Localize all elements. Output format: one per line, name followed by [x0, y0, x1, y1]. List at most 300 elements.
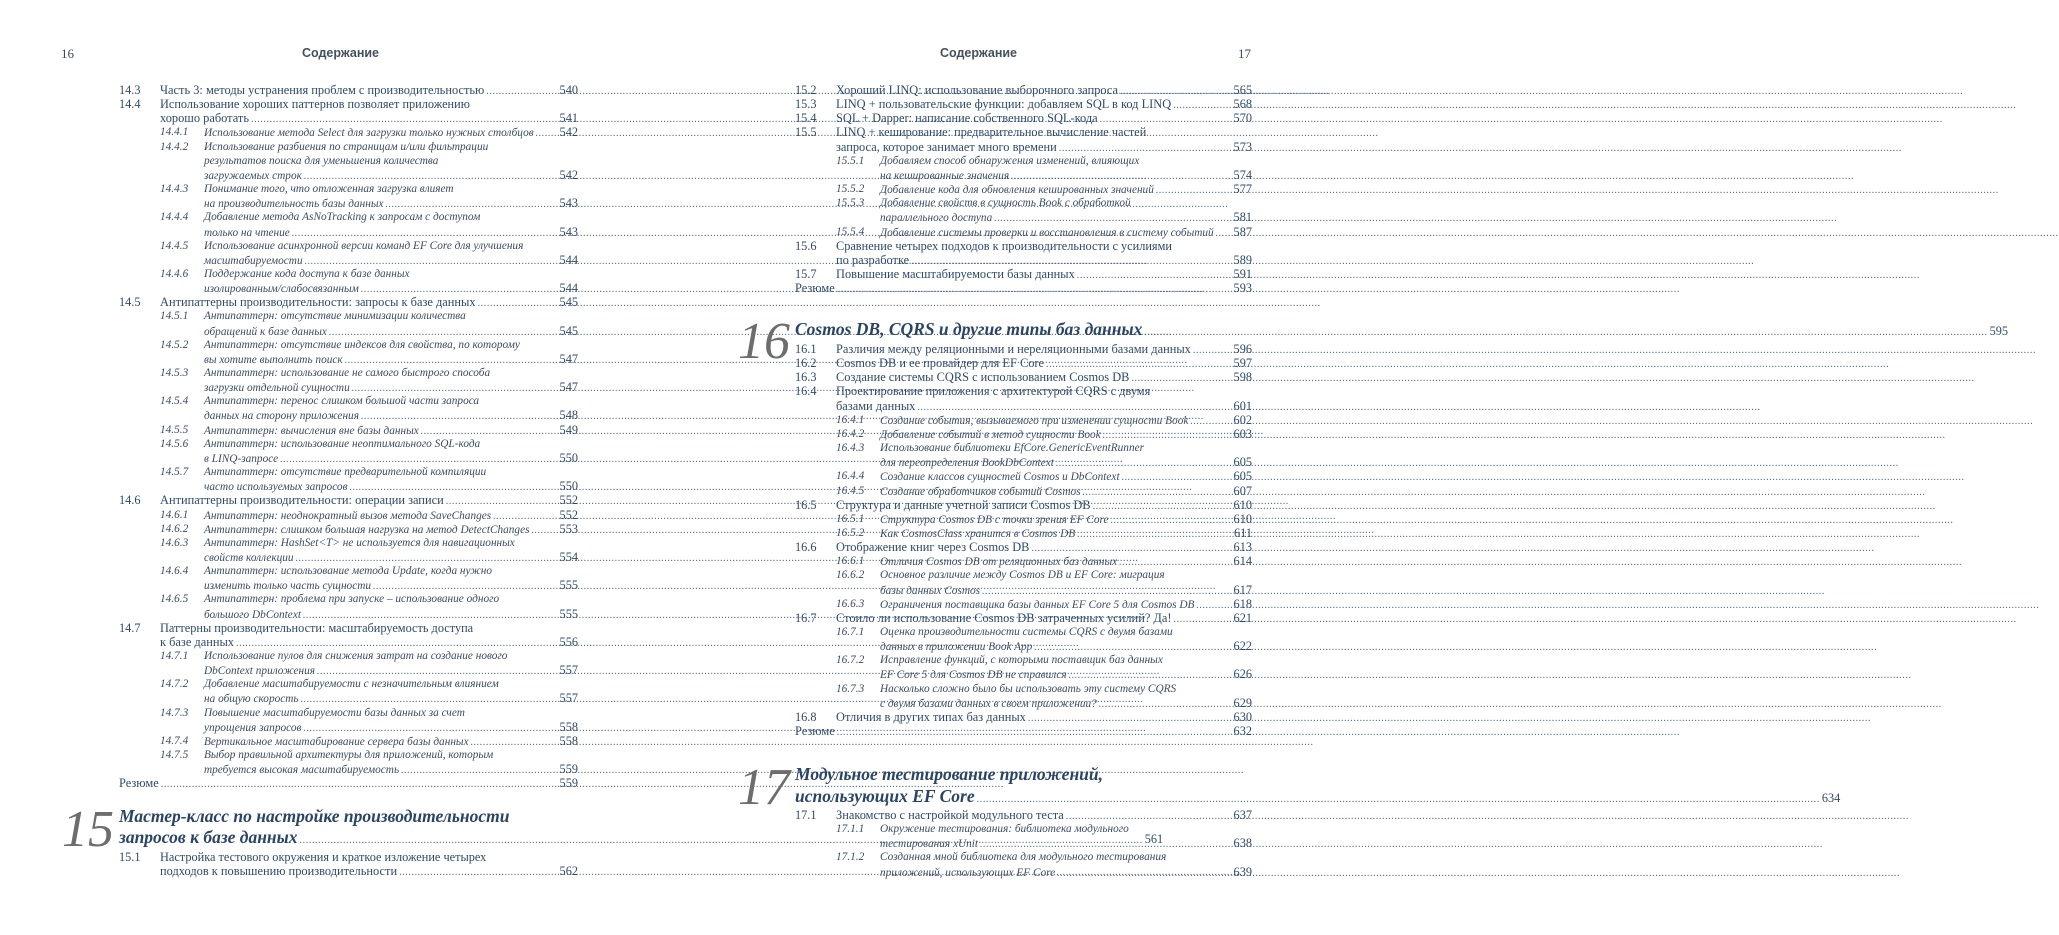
toc-entry-number: 15.5.2 — [836, 183, 865, 196]
toc-entry-page: 587 — [1233, 224, 1252, 239]
toc-entry-page: 555 — [559, 606, 578, 621]
toc-entry[interactable] — [880, 225, 1252, 240]
toc-entry[interactable] — [204, 578, 578, 593]
dot-leader — [1057, 866, 1231, 881]
toc-entry[interactable] — [880, 836, 1252, 851]
toc-entry-title: тестирования xUnit — [880, 838, 979, 851]
toc-entry[interactable] — [836, 399, 1252, 414]
toc-entry-page: 610 — [1233, 511, 1252, 526]
toc-entry-title: на производительность базы данных — [204, 198, 384, 211]
toc-entry[interactable] — [880, 469, 1252, 484]
toc-entry-title[interactable]: Созданная мной библиотека для модульного тестирования — [880, 851, 1167, 864]
toc-entry-number: 14.7.5 — [160, 749, 189, 762]
toc-entry-title: подходов к повышению производительности — [160, 864, 398, 879]
toc-entry-title: упрощения запросов — [204, 721, 302, 734]
toc-entry-title: на общую скорость — [204, 693, 299, 706]
toc-entry-title: на кешированные значения — [880, 169, 1010, 182]
toc-entry-title: загружаемых строк — [204, 169, 302, 182]
toc-entry-number: 14.5.1 — [160, 310, 189, 323]
toc-entry[interactable] — [160, 864, 578, 879]
toc-entry-title: Отличия Cosmos DB от реляционных баз данных — [880, 556, 1118, 569]
toc-entry-title: Антипаттерн: неоднократный вызов метода SaveChanges — [204, 509, 492, 522]
toc-entry-title: LINQ + пользовательские функции: добавляем SQL в код LINQ — [836, 97, 1172, 112]
toc-entry-title: изменить только часть сущности — [204, 580, 372, 593]
toc-entry-number: 14.4.1 — [160, 126, 189, 139]
toc-entry-title: Часть 3: методы устранения проблем с производительностью — [160, 83, 485, 97]
toc-entry-title: Знакомство с настройкой модульного теста — [836, 808, 1064, 822]
toc-entry[interactable] — [880, 865, 1252, 880]
toc-entry-title[interactable]: Добавление метода AsNoTracking к запросам с доступом — [204, 211, 481, 224]
toc-entry-title: приложений, использующих EF Core — [880, 866, 1056, 879]
toc-entry-page: 630 — [1233, 709, 1252, 724]
toc-entry-page: 629 — [1233, 695, 1252, 710]
toc-entry-number: 14.7 — [119, 620, 141, 635]
toc-entry-page: 552 — [559, 493, 578, 508]
toc-entry-number: 14.6 — [119, 493, 141, 508]
toc-entry-page: 639 — [1233, 864, 1252, 879]
toc-entry-title: Хороший LINQ: использование выборочного запроса — [836, 83, 1119, 97]
toc-entry-page: 601 — [1233, 398, 1252, 413]
chapter-17-number: 17 — [738, 759, 790, 816]
toc-entry[interactable] — [836, 808, 1252, 823]
toc-entry-number: 15.6 — [795, 238, 817, 253]
toc-entry[interactable] — [204, 423, 578, 438]
dot-leader — [161, 776, 558, 792]
toc-entry-title: Отличия в других типах баз данных — [836, 709, 1026, 724]
toc-entry[interactable] — [204, 324, 578, 339]
running-title-right: Содержание — [940, 46, 1018, 60]
toc-entry[interactable] — [204, 352, 578, 367]
toc-entry-title: к базе данных — [160, 634, 234, 649]
toc-entry-title: обращений к базе данных — [204, 325, 327, 338]
toc-entry[interactable] — [204, 196, 578, 211]
toc-entry-title: Создание классов сущностей Cosmos и DbContext — [880, 471, 1120, 484]
toc-entry-page: 614 — [1233, 554, 1252, 569]
toc-entry[interactable] — [836, 253, 1252, 268]
toc-entry-title: запроса, которое занимает много времени — [836, 139, 1057, 154]
toc-entry-title[interactable]: Антипаттерн: HashSet<T> не используется для навигационных — [204, 536, 515, 549]
toc-entry-page: 547 — [559, 351, 578, 366]
toc-entry-number: 14.6.2 — [160, 522, 189, 535]
toc-entry-title: Создание события, вызываемого при изменении сущности Book — [880, 414, 1189, 427]
toc-entry-title[interactable]: Использование хороших паттернов позволяет приложению — [160, 97, 470, 112]
chapter-16-number: 16 — [738, 313, 790, 370]
toc-entry-title: Антипаттерны производительности: операции записи — [160, 493, 444, 508]
toc-entry-page: 618 — [1233, 596, 1252, 611]
toc-entry-title: Отображение книг через Cosmos DB — [836, 540, 1030, 555]
toc-entry[interactable] — [880, 526, 1252, 541]
toc-entry-number: 14.6.5 — [160, 593, 189, 606]
toc-entry[interactable] — [880, 413, 1252, 428]
toc-entry[interactable] — [880, 583, 1252, 598]
toc-entry[interactable] — [204, 281, 578, 296]
chapter-16-title: Cosmos DB, CQRS и другие типы баз данных — [795, 319, 1143, 339]
toc-entry[interactable] — [836, 140, 1252, 155]
toc-entry-title: по разработке — [836, 252, 910, 267]
toc-entry[interactable] — [880, 554, 1252, 569]
toc-entry-title: только на чтение — [204, 226, 290, 239]
toc-entry-title: Антипаттерны производительности: запросы к базе данных — [160, 295, 476, 310]
toc-entry-title: параллельного доступа — [880, 212, 993, 225]
toc-entry-title: DbContext приложения — [204, 665, 316, 678]
toc-entry-page: 589 — [1233, 252, 1252, 267]
toc-entry-title[interactable]: Антипаттерн: отсутствие индексов для свойства, по которому — [204, 338, 520, 351]
toc-entry-number: 16.7.2 — [836, 654, 865, 667]
toc-entry-title[interactable]: Выбор правильной архитектуры для приложений, которым — [204, 749, 494, 762]
toc-entry-title[interactable]: Настройка тестового окружения и краткое изложение четырех — [160, 850, 487, 864]
toc-entry-title[interactable]: Антипаттерн: перенос слишком большой части запроса — [204, 395, 480, 408]
toc-entry[interactable] — [880, 696, 1252, 711]
toc-entry-title: хорошо работать — [160, 111, 249, 126]
toc-entry-page: 544 — [559, 281, 578, 296]
toc-entry-title: большого DbContext — [204, 608, 301, 621]
toc-left — [0, 0, 656, 935]
toc-entry-page: 605 — [1233, 455, 1252, 470]
chapter-16-entry[interactable] — [795, 319, 2009, 341]
toc-entry-title[interactable]: Использование разбиения по страницам и/или фильтрации — [204, 140, 489, 153]
toc-entry-number: 14.6.1 — [160, 508, 189, 521]
toc-entry[interactable] — [836, 611, 1252, 626]
dot-leader — [837, 281, 1232, 297]
toc-entry[interactable] — [880, 427, 1252, 442]
toc-entry-number: 16.5.2 — [836, 526, 865, 539]
toc-entry[interactable] — [836, 267, 1252, 282]
toc-entry-title[interactable]: Окружение тестирования: библиотека модульного — [880, 823, 1129, 836]
toc-entry-title: Cosmos DB и ее провайдер для EF Core — [836, 356, 1045, 371]
toc-entry[interactable] — [204, 408, 578, 423]
toc-entry-title: свойств коллекции — [204, 551, 294, 564]
toc-entry[interactable] — [880, 597, 1252, 612]
toc-entry[interactable] — [880, 182, 1252, 197]
toc-entry-page: 597 — [1233, 356, 1252, 371]
toc-entry-title[interactable]: Антипаттерн: использование не самого быстрого способа — [204, 367, 491, 379]
toc-entry[interactable] — [880, 512, 1252, 527]
toc-entry-title[interactable]: результатов поиска для уменьшения количества — [204, 154, 439, 167]
toc-entry-number: 16.4.5 — [836, 484, 865, 497]
dot-leader — [1174, 611, 1232, 627]
toc-entry-title: Повышение масштабируемости базы данных — [836, 266, 1075, 281]
toc-entry[interactable] — [204, 550, 578, 565]
toc-entry-page: 602 — [1233, 412, 1252, 427]
dot-leader — [1156, 183, 1232, 198]
dot-leader — [536, 126, 558, 141]
toc-entry[interactable] — [836, 356, 1252, 371]
chapter-16-page: 595 — [1989, 324, 2009, 338]
toc-entry-page: 542 — [559, 167, 578, 182]
toc-entry-page: 596 — [1233, 342, 1252, 356]
chapter-17-title-line1: Модульное тестирование приложений, — [795, 764, 1104, 784]
toc-entry-page: 565 — [1233, 83, 1252, 97]
toc-entry-title[interactable]: Антипаттерн: отсутствие минимизации количества — [204, 310, 466, 323]
toc-entry-title: данных на сторону приложения — [204, 410, 359, 423]
toc-entry-number: 15.3 — [795, 97, 817, 112]
toc-entry-title[interactable]: Использование библиотеки EfCore.GenericEventRunner — [880, 442, 1145, 455]
toc-entry-page: 607 — [1233, 483, 1252, 498]
toc-entry-title[interactable]: Использование пулов для снижения затрат на создание нового — [204, 650, 508, 662]
toc-summary-entry[interactable] — [795, 724, 1252, 739]
toc-entry-number: 15.4 — [795, 111, 817, 126]
toc-entry-number: 14.6.3 — [160, 536, 189, 549]
toc-entry[interactable] — [204, 522, 578, 537]
toc-entry-number: 14.4.5 — [160, 239, 189, 252]
toc-entry-number: 16.4.2 — [836, 427, 865, 440]
toc-entry-title: Резюме — [795, 724, 835, 739]
toc-entry-number: 14.7.2 — [160, 678, 189, 691]
toc-entry-page: 621 — [1233, 610, 1252, 625]
toc-entry-page: 543 — [559, 224, 578, 239]
toc-entry[interactable] — [160, 295, 578, 310]
toc-entry-title[interactable]: Добавляем способ обнаружения изменений, влияющих — [880, 154, 1140, 167]
toc-entry-page: 550 — [559, 450, 578, 465]
toc-entry-title: в LINQ-запросе — [204, 452, 279, 465]
toc-entry-number: 14.5.5 — [160, 423, 189, 436]
toc-entry-page: 570 — [1233, 111, 1252, 126]
toc-entry-number: 16.4.4 — [836, 470, 865, 483]
toc-entry-page: 558 — [559, 719, 578, 734]
toc-entry-title[interactable]: Понимание того, что отложенная загрузка влияет — [204, 183, 454, 196]
toc-entry[interactable] — [204, 380, 578, 395]
toc-entry-title: часто используемых запросов — [204, 481, 348, 494]
toc-entry-title[interactable]: Добавление масштабируемости с незначительным влиянием — [204, 678, 499, 691]
toc-entry-number: 14.5.2 — [160, 338, 189, 351]
toc-entry[interactable] — [160, 83, 578, 98]
toc-entry-page: 552 — [559, 507, 578, 522]
toc-entry-title[interactable]: Сравнение четырех подходов к производительности с усилиями — [836, 238, 1172, 253]
toc-entry-title[interactable]: Паттерны производительности: масштабируемость доступа — [160, 620, 474, 635]
toc-entry-number: 14.3 — [119, 83, 141, 97]
toc-entry[interactable] — [204, 720, 578, 735]
toc-entry-number: 15.5.3 — [836, 197, 865, 210]
toc-entry-title[interactable]: Антипаттерн: проблема при запуске – использование одного — [204, 593, 500, 606]
toc-entry-page: 545 — [559, 295, 578, 310]
toc-entry-title: Добавление событий в метод сущности Book — [880, 428, 1101, 441]
toc-entry[interactable] — [836, 97, 1252, 112]
toc-entry-title: Добавление системы проверки и восстановления в систему событий — [880, 226, 1214, 239]
page-number-right: 17 — [1238, 46, 1251, 61]
toc-entry-page: 558 — [559, 733, 578, 748]
toc-entry-page: 611 — [1234, 525, 1252, 540]
toc-entry-number: 15.1 — [119, 850, 141, 864]
toc-entry-page: 637 — [1233, 808, 1252, 822]
toc-entry[interactable] — [880, 455, 1252, 470]
toc-entry-page: 548 — [559, 408, 578, 423]
toc-entry-title: базами данных — [836, 398, 916, 413]
toc-entry-number: 14.4.4 — [160, 211, 189, 224]
toc-entry-title[interactable]: LINQ + кеширование: предварительное вычисление частей — [836, 125, 1147, 140]
toc-entry-page: 562 — [559, 864, 578, 879]
toc-entry[interactable] — [204, 225, 578, 240]
toc-entry-title[interactable]: Повышение масштабируемости базы данных за счет — [204, 706, 465, 719]
toc-entry-title[interactable]: Антипаттерн: отсутствие предварительной компиляции — [204, 466, 487, 479]
toc-entry[interactable] — [836, 342, 1252, 357]
toc-entry-title: Стоило ли использование Cosmos DB затраченных усилий? Да! — [836, 610, 1172, 625]
toc-entry-title: изолированным/слабосвязанным — [204, 283, 359, 296]
toc-entry-page: 540 — [559, 83, 578, 97]
toc-entry-title: Использование метода Select для загрузки только нужных столбцов — [204, 127, 534, 140]
toc-entry-title: с двумя базами данных в своем приложении? — [880, 697, 1097, 710]
toc-entry[interactable] — [836, 370, 1252, 385]
toc-entry-number: 16.4 — [795, 384, 817, 399]
toc-entry-page: 559 — [559, 776, 578, 791]
toc-entry[interactable] — [880, 667, 1252, 682]
toc-entry-page: 550 — [559, 479, 578, 494]
toc-entry-title[interactable]: Основное различие между Cosmos DB и EF Core: миграция — [880, 569, 1165, 582]
toc-entry-title: Ограничения поставщика базы данных EF Core 5 для Cosmos DB — [880, 598, 1195, 611]
toc-entry-number: 17.1.2 — [836, 851, 865, 864]
toc-entry-number: 16.6.1 — [836, 555, 865, 568]
toc-entry[interactable] — [160, 111, 578, 126]
toc-entry-page: 610 — [1233, 497, 1252, 512]
toc-entry-page: 553 — [559, 521, 578, 536]
toc-entry-title: Вертикальное масштабирование сервера базы данных — [204, 735, 469, 748]
toc-entry-number: 16.5.1 — [836, 512, 865, 525]
toc-entry[interactable] — [836, 540, 1252, 555]
toc-entry[interactable] — [836, 498, 1252, 513]
toc-entry-page: 568 — [1233, 97, 1252, 112]
toc-entry-title: для переопределения BookDbContext — [880, 457, 1054, 470]
toc-entry-title: Создание системы CQRS с использованием Cosmos DB — [836, 370, 1130, 385]
toc-entry-number: 14.7.1 — [160, 650, 189, 662]
toc-entry-page: 577 — [1233, 182, 1252, 197]
toc-entry-title[interactable]: Антипаттерн: использование метода Update, когда нужно — [204, 565, 493, 578]
toc-entry[interactable] — [836, 710, 1252, 725]
toc-entry-title[interactable]: Насколько сложно было бы использовать эту систему CQRS — [880, 682, 1177, 695]
toc-entry-page: 622 — [1233, 639, 1252, 654]
right-page — [656, 0, 2009, 935]
toc-entry-number: 14.6.4 — [160, 565, 189, 578]
toc-entry[interactable] — [204, 479, 578, 494]
toc-entry-number: 16.4.1 — [836, 413, 865, 426]
toc-entry[interactable] — [880, 168, 1252, 183]
toc-entry-page: 547 — [559, 380, 578, 395]
toc-entry-number: 15.7 — [795, 266, 817, 281]
toc-entry-page: 542 — [559, 125, 578, 140]
toc-entry-number: 16.4.3 — [836, 442, 865, 455]
toc-entry[interactable] — [204, 508, 578, 523]
toc-entry-title[interactable]: Антипаттерн: использование неоптимального SQL-кода — [204, 437, 481, 450]
toc-entry-number: 15.5.1 — [836, 154, 865, 167]
toc-entry-number: 16.3 — [795, 370, 817, 385]
chapter-17-page: 634 — [1821, 791, 1841, 805]
toc-entry-page: 559 — [559, 762, 578, 777]
toc-entry-number: 15.5.4 — [836, 225, 865, 238]
toc-entry[interactable] — [160, 635, 578, 650]
toc-entry-title: Антипаттерн: вычисления вне базы данных — [204, 424, 419, 437]
toc-entry-title[interactable]: Исправление функций, с которыми поставщик баз данных — [880, 654, 1163, 667]
toc-entry-page: 541 — [559, 111, 578, 126]
toc-entry[interactable] — [836, 83, 1252, 98]
chapter-17-title-line2: использующих EF Core — [795, 786, 975, 806]
toc-entry-number: 16.8 — [795, 709, 817, 724]
toc-entry-number: 16.7.3 — [836, 682, 865, 695]
toc-entry[interactable] — [880, 639, 1252, 654]
toc-entry-number: 16.7.1 — [836, 626, 865, 638]
toc-entry-page: 593 — [1233, 281, 1252, 296]
toc-entry-title: базы данных Cosmos — [880, 584, 981, 597]
toc-entry-number: 16.7 — [795, 610, 817, 625]
toc-entry-page: 613 — [1233, 540, 1252, 555]
toc-entry[interactable] — [204, 253, 578, 268]
toc-entry[interactable] — [836, 111, 1252, 126]
toc-entry-number: 14.5.4 — [160, 395, 189, 408]
toc-entry-page: 632 — [1233, 724, 1252, 739]
toc-entry[interactable] — [204, 663, 578, 678]
toc-entry-title[interactable]: Добавление свойств в сущность Book с обработкой — [880, 197, 1131, 210]
chapter-17-entry[interactable] — [795, 786, 1841, 808]
toc-entry-number: 14.4.2 — [160, 140, 189, 153]
toc-summary-entry[interactable] — [795, 281, 1252, 296]
toc-entry-number: 14.5.6 — [160, 437, 189, 450]
toc-entry-page: 549 — [559, 422, 578, 437]
toc-entry-number: 14.7.4 — [160, 734, 189, 747]
dot-leader — [486, 83, 557, 99]
toc-entry[interactable] — [204, 607, 578, 622]
toc-entry-number: 16.5 — [795, 497, 817, 512]
dot-leader — [837, 724, 1232, 740]
dot-leader — [1144, 324, 1987, 339]
toc-entry-title: масштабируемости — [204, 254, 303, 267]
dot-leader — [478, 295, 558, 311]
toc-entry-page: 581 — [1233, 210, 1252, 225]
toc-entry[interactable] — [204, 125, 578, 140]
toc-entry[interactable] — [204, 451, 578, 466]
toc-entry-number: 14.5 — [119, 295, 141, 310]
toc-entry-page: 543 — [559, 196, 578, 211]
toc-entry-title: Антипаттерн: слишком большая нагрузка на метод DetectChanges — [204, 523, 530, 536]
toc-entry[interactable] — [204, 168, 578, 183]
toc-entry[interactable] — [204, 734, 578, 749]
toc-entry-title[interactable]: Оценка производительности системы CQRS с двумя базами — [880, 626, 1173, 638]
toc-entry-number: 16.6.2 — [836, 569, 865, 582]
toc-entry-number: 17.1.1 — [836, 823, 865, 836]
toc-entry-title[interactable]: Проектирование приложения с архитектурой CQRS с двумя — [836, 384, 1151, 399]
running-title-left: Содержание — [302, 46, 380, 60]
chapter-15-number: 15 — [62, 801, 114, 858]
toc-entry-page: 626 — [1233, 667, 1252, 682]
toc-entry-page: 555 — [559, 578, 578, 593]
toc-entry-number: 14.4 — [119, 97, 141, 112]
toc-entry-number: 15.2 — [795, 83, 817, 97]
toc-entry-page: 557 — [559, 663, 578, 678]
toc-entry-title: SQL + Dapper: написание собственного SQL-кода — [836, 111, 1098, 126]
toc-entry-number: 14.5.3 — [160, 367, 189, 379]
toc-entry-page: 573 — [1233, 139, 1252, 154]
toc-entry-title: Различия между реляционными и нереляционными базами данных — [836, 342, 1191, 356]
toc-entry-page: 544 — [559, 252, 578, 267]
toc-entry-title: данных в приложении Book App — [880, 641, 1033, 654]
toc-entry-title[interactable]: Поддержание кода доступа к базе данных — [204, 267, 410, 280]
toc-entry-title[interactable]: Использование асинхронной версии команд EF Core для улучшения — [204, 239, 524, 252]
toc-entry[interactable] — [880, 210, 1252, 225]
toc-entry-page: 574 — [1233, 167, 1252, 182]
toc-entry-number: 16.2 — [795, 356, 817, 371]
toc-entry-title: требуется высокая масштабируемость — [204, 764, 400, 777]
toc-entry-title: Добавление кода для обновления кешированных значений — [880, 184, 1154, 197]
toc-entry-title: Структура и данные учетной записи Cosmos DB — [836, 497, 1091, 512]
toc-entry-title: EF Core 5 для Cosmos DB не справился — [880, 669, 1067, 682]
dot-leader — [1216, 226, 1232, 241]
page-number-left: 16 — [61, 46, 74, 61]
toc-entry-number: 14.4.3 — [160, 183, 189, 196]
toc-summary-entry[interactable] — [119, 776, 578, 791]
toc-entry-number: 16.6.3 — [836, 597, 865, 610]
toc-entry[interactable] — [204, 691, 578, 706]
toc-entry[interactable] — [204, 762, 578, 777]
toc-entry-title: загрузки отдельной сущности — [204, 382, 350, 395]
chapter-15-title-line1: Мастер-класс по настройке производительности — [119, 806, 510, 826]
toc-entry[interactable] — [160, 493, 578, 508]
toc-entry[interactable] — [880, 484, 1252, 499]
